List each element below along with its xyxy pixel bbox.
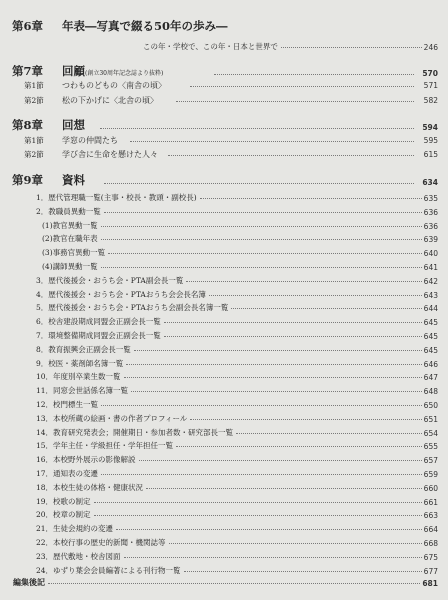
page-number: 648 bbox=[423, 387, 438, 397]
dot-leader bbox=[101, 405, 422, 406]
dot-leader bbox=[176, 446, 422, 447]
item-title: (1)教官異動一覧 bbox=[42, 220, 98, 230]
toc-item bbox=[0, 230, 448, 244]
item-title: 13．本校所蔵の絵画・書の作者プロフィール bbox=[36, 413, 188, 423]
section-row bbox=[0, 132, 448, 146]
page-number: 639 bbox=[423, 235, 438, 245]
page-number: 675 bbox=[423, 552, 438, 562]
toc-item bbox=[0, 548, 448, 562]
page-number: 647 bbox=[423, 373, 438, 383]
toc-item bbox=[0, 493, 448, 507]
toc-item bbox=[0, 534, 448, 548]
toc-item bbox=[0, 272, 448, 286]
chapter-number: 第7章 bbox=[12, 64, 44, 78]
page-number: 615 bbox=[423, 150, 438, 159]
toc-item bbox=[0, 382, 448, 396]
chapter-6-heading bbox=[0, 18, 448, 34]
toc-item bbox=[0, 189, 448, 203]
toc-item bbox=[0, 368, 448, 382]
page-number: 594 bbox=[422, 123, 438, 132]
toc-item bbox=[0, 437, 448, 451]
toc-item bbox=[0, 424, 448, 438]
item-title: 12．校門標生一覧 bbox=[36, 400, 99, 409]
dot-leader bbox=[101, 226, 422, 227]
page-number: 646 bbox=[423, 359, 438, 369]
page-number: 645 bbox=[423, 345, 438, 355]
dot-leader bbox=[190, 86, 414, 87]
item-title: 18．本校生徒の体格・健康状況 bbox=[36, 482, 144, 492]
page-number: 641 bbox=[423, 263, 438, 272]
page-number: 664 bbox=[423, 525, 438, 535]
section-title: 学び舎に生命を懸けた人々 bbox=[62, 150, 158, 159]
toc-item bbox=[0, 506, 448, 520]
dot-leader bbox=[184, 571, 422, 572]
item-title: 22．本校行事の歴史的新聞・機関誌等 bbox=[36, 538, 166, 547]
dot-leader bbox=[146, 488, 422, 489]
page-number: 642 bbox=[423, 276, 438, 286]
item-title: 20．校章の制定 bbox=[36, 510, 91, 520]
section-title: 松の下かげに〈北舎の頃〉 bbox=[62, 96, 158, 105]
page-number: 570 bbox=[422, 69, 438, 78]
page-number: 636 bbox=[423, 207, 438, 217]
page-number: 645 bbox=[423, 332, 438, 341]
page-number: 661 bbox=[423, 497, 438, 507]
section-number: 第1節 bbox=[24, 81, 44, 90]
dot-leader bbox=[190, 419, 421, 420]
section-number: 第1節 bbox=[24, 136, 44, 145]
dot-leader bbox=[101, 239, 422, 240]
toc-item bbox=[0, 286, 448, 300]
toc-item bbox=[0, 396, 448, 410]
chapter-9-heading bbox=[0, 172, 448, 188]
dot-leader bbox=[236, 433, 422, 434]
page-number: 677 bbox=[423, 566, 438, 576]
toc-item bbox=[0, 355, 448, 369]
dot-leader bbox=[104, 183, 414, 184]
page-number: 681 bbox=[422, 579, 438, 588]
chapter-8-heading bbox=[0, 117, 448, 133]
dot-leader bbox=[100, 128, 414, 129]
dot-leader bbox=[131, 391, 422, 392]
dot-leader bbox=[164, 322, 422, 323]
afterword-row bbox=[0, 574, 448, 588]
chapter-number: 第6章 bbox=[12, 19, 44, 33]
item-title: 17．通知表の変遷 bbox=[36, 469, 99, 478]
dot-leader bbox=[94, 515, 422, 516]
chapter-title: 資料 bbox=[62, 173, 85, 187]
dot-leader bbox=[124, 377, 422, 378]
page-number: 660 bbox=[423, 483, 438, 493]
dot-leader bbox=[104, 212, 422, 213]
dot-leader bbox=[200, 198, 422, 199]
toc-item bbox=[0, 203, 448, 217]
toc-item bbox=[0, 244, 448, 258]
page-number: 651 bbox=[423, 414, 438, 424]
dot-leader bbox=[176, 101, 414, 102]
page-number: 650 bbox=[423, 401, 438, 410]
chapter-6-subtitle-row bbox=[0, 38, 448, 52]
item-title: 4．歴代後援会・おうち会・PTAおうち会会長名簿 bbox=[36, 289, 206, 299]
dot-leader bbox=[116, 529, 422, 530]
dot-leader bbox=[164, 336, 422, 337]
item-title: (3)事務官異動一覧 bbox=[42, 248, 106, 258]
dot-leader bbox=[94, 502, 422, 503]
section-row bbox=[0, 146, 448, 160]
dot-leader bbox=[186, 281, 421, 282]
page-number: 657 bbox=[423, 456, 438, 466]
dot-leader bbox=[134, 350, 422, 351]
chapter-subtitle: この年・学校で、この年・日本と世界で bbox=[143, 42, 278, 51]
page-number: 668 bbox=[423, 539, 438, 548]
section-row bbox=[0, 77, 448, 91]
toc-item bbox=[0, 299, 448, 313]
item-title: 2．教職員異動一覧 bbox=[36, 206, 101, 216]
chapter-number: 第8章 bbox=[12, 118, 44, 132]
toc-item bbox=[0, 217, 448, 231]
toc-item bbox=[0, 341, 448, 355]
page-number: 663 bbox=[423, 511, 438, 521]
page-number: 644 bbox=[423, 304, 438, 314]
chapter-number: 第9章 bbox=[12, 173, 44, 187]
dot-leader bbox=[101, 474, 422, 475]
toc-item bbox=[0, 451, 448, 465]
dot-leader bbox=[168, 155, 414, 156]
item-title: 19．校歌の制定 bbox=[36, 496, 91, 506]
toc-item bbox=[0, 479, 448, 493]
item-title: 15．学年主任・学級担任・学年担任一覧 bbox=[36, 441, 174, 451]
item-title: 16．本校野外展示の影像解説 bbox=[36, 455, 136, 465]
page-number: 246 bbox=[423, 43, 438, 52]
item-title: 10．年度別卒業生数一覧 bbox=[36, 372, 121, 382]
dot-leader bbox=[126, 364, 421, 365]
page-number: 595 bbox=[423, 136, 438, 145]
page-number: 654 bbox=[423, 428, 438, 438]
dot-leader bbox=[209, 295, 422, 296]
item-title: 3．歴代後援会・おうち会・PTA副会長一覧 bbox=[36, 275, 184, 285]
page-number: 636 bbox=[423, 221, 438, 231]
section-title: つわものどもの〈南舎の頃〉 bbox=[62, 81, 166, 90]
item-title: 5．歴代後援会・おうち会・PTAおうち会副会長名簿一覧 bbox=[36, 303, 229, 313]
dot-leader bbox=[281, 47, 422, 48]
page-number: 582 bbox=[423, 96, 438, 105]
item-title: (4)講師異動一覧 bbox=[42, 262, 98, 271]
section-number: 第2節 bbox=[24, 96, 44, 105]
page-number: 645 bbox=[423, 318, 438, 328]
section-title: 学窓の仲間たち bbox=[62, 136, 118, 145]
dot-leader bbox=[231, 308, 421, 309]
dot-leader bbox=[101, 267, 422, 268]
page-number: 655 bbox=[423, 442, 438, 452]
item-title: 9．校医・薬剤師名簿一覧 bbox=[36, 358, 124, 368]
item-title: 1．歴代管理職一覧(主事・校長・教頭・副校長) bbox=[36, 193, 197, 202]
page-number: 643 bbox=[423, 290, 438, 300]
page-number: 659 bbox=[423, 470, 438, 479]
dot-leader bbox=[139, 460, 422, 461]
page-number: 640 bbox=[423, 249, 438, 259]
toc-item bbox=[0, 258, 448, 272]
chapter-title: 回想 bbox=[62, 118, 85, 132]
item-title: 14．教育研究発表会；開催期日・参加者数・研究部長一覧 bbox=[36, 427, 234, 437]
page-number: 634 bbox=[422, 178, 438, 187]
chapter-title-text: 回顧 bbox=[62, 64, 85, 78]
toc-item bbox=[0, 520, 448, 534]
afterword-title: 編集後記 bbox=[13, 577, 45, 587]
item-title: 11．同窓会世話係名簿一覧 bbox=[36, 386, 129, 396]
item-title: (2)教官在職年表 bbox=[42, 234, 98, 244]
toc-item bbox=[0, 410, 448, 424]
chapter-note: (創立30周年記念誌より抜粋) bbox=[85, 70, 164, 77]
dot-leader bbox=[108, 253, 422, 254]
section-number: 第2節 bbox=[24, 150, 44, 159]
page-number: 635 bbox=[423, 194, 438, 203]
item-title: 8．教育振興会正副会長一覧 bbox=[36, 344, 131, 354]
item-title: 24．ゆずり葉会会員編著による刊行物一覧 bbox=[36, 565, 181, 575]
dot-leader bbox=[130, 141, 414, 142]
toc-item bbox=[0, 313, 448, 327]
dot-leader bbox=[124, 557, 422, 558]
dot-leader bbox=[214, 74, 414, 75]
dot-leader bbox=[48, 583, 420, 584]
item-title: 23．歴代敷地・校舎図面 bbox=[36, 551, 121, 561]
chapter-title: 年表―写真で綴る50年の歩み― bbox=[62, 19, 228, 33]
toc-item bbox=[0, 465, 448, 479]
toc-item bbox=[0, 327, 448, 341]
item-title: 21．生徒会規約の変遷 bbox=[36, 524, 114, 534]
section-row bbox=[0, 92, 448, 106]
item-title: 6．校舎建設期成同盟会正副会長一覧 bbox=[36, 317, 161, 327]
item-title: 7．環境整備期成同盟会正副会長一覧 bbox=[36, 331, 161, 340]
page-number: 571 bbox=[423, 81, 438, 90]
dot-leader bbox=[169, 543, 422, 544]
